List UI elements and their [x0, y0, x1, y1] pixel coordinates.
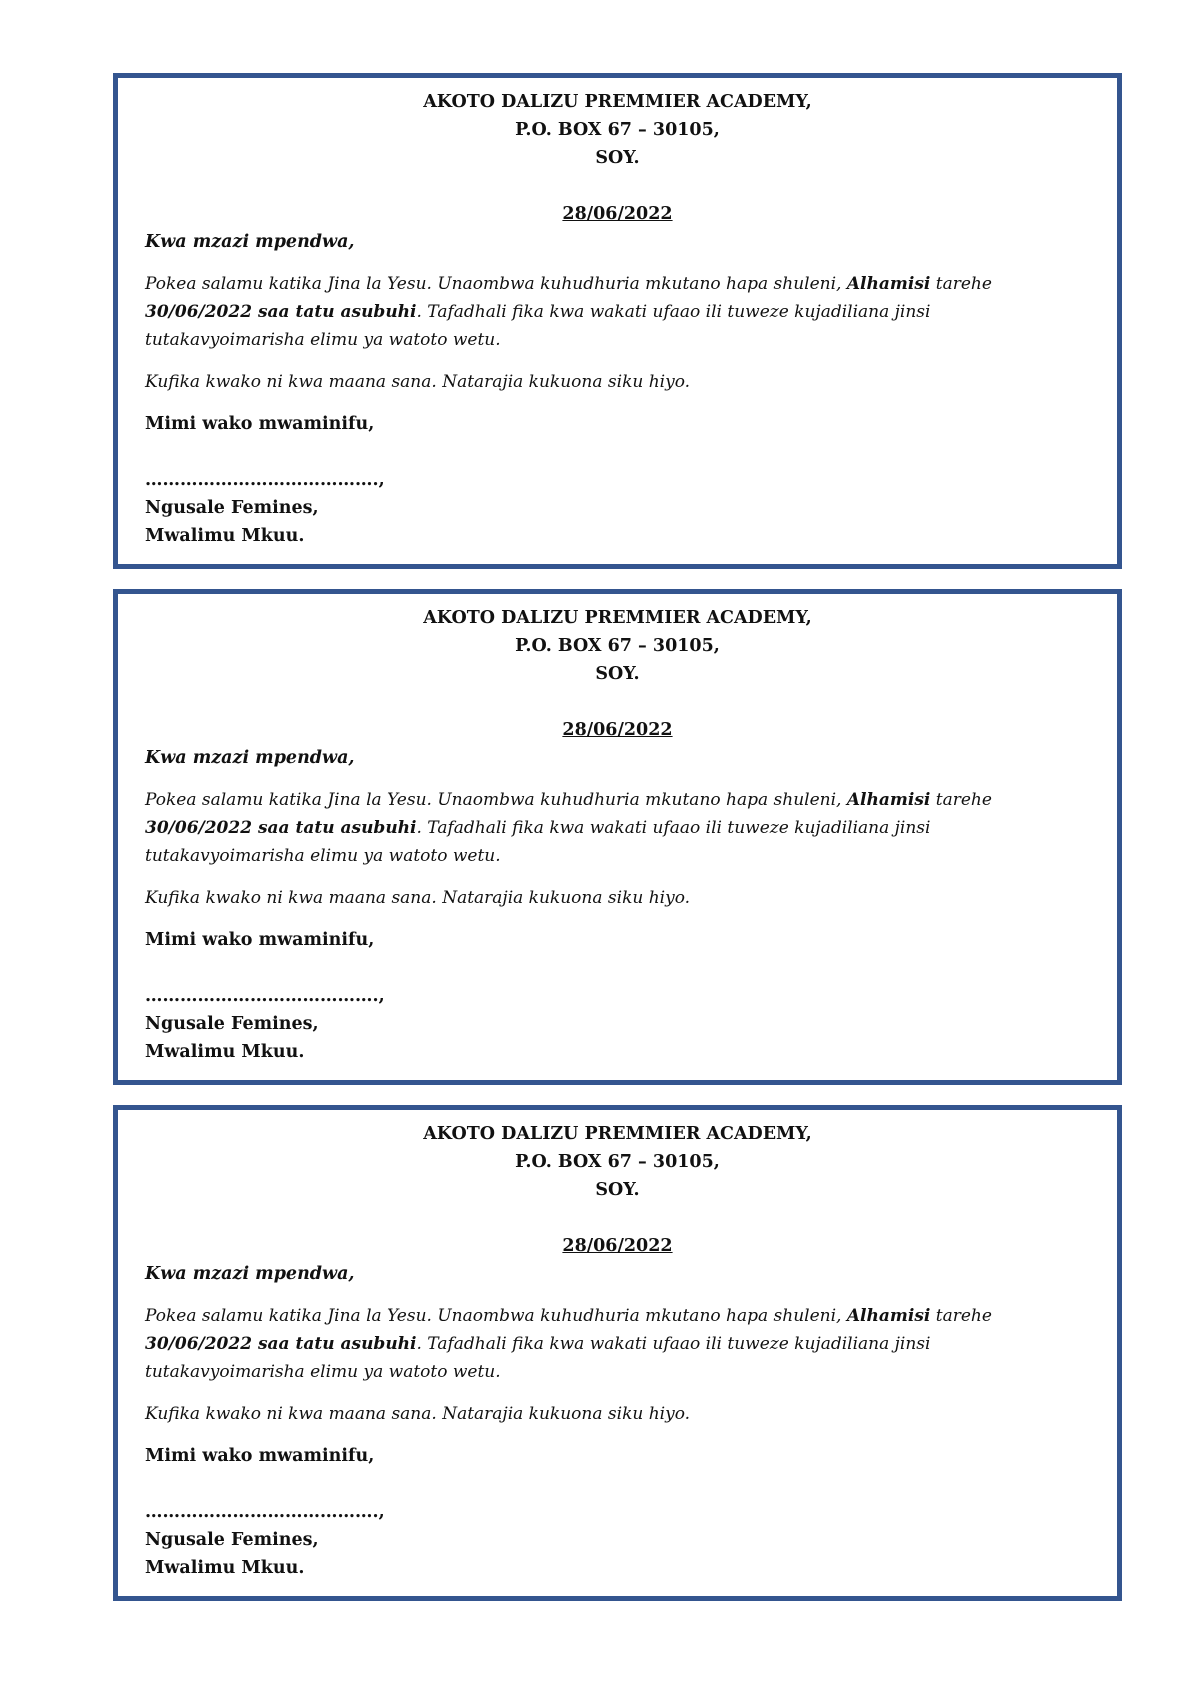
town: SOY. — [595, 148, 640, 168]
signatory-name: Ngusale Femines, — [145, 1014, 319, 1034]
closing-line: Mimi wako mwaminifu, — [145, 414, 375, 434]
paragraph-closing-note: Kufika kwako ni kwa maana sana. Natarajia kukuona siku hiyo. — [145, 372, 691, 392]
paragraph-invitation: Pokea salamu katika Jina la Yesu. Unaombwa kuhudhuria mkutano hapa shuleni, Alhamisi tarehe 30/06/2022 saa tatu asubuhi. Tafadhali fika kwa wakati ufaao ili tuweze kujadiliana jinsi tutakavyoimarisha elimu ya watoto wetu. — [145, 1306, 992, 1382]
letter-slip-1 — [113, 73, 1122, 569]
school-name: AKOTO DALIZU PREMMIER ACADEMY, — [423, 1124, 812, 1144]
letter-date: 28/06/2022 — [562, 204, 673, 224]
salutation: Kwa mzazi mpendwa, — [145, 232, 355, 252]
signature-line: …………………………………., — [145, 986, 385, 1006]
town: SOY. — [595, 664, 640, 684]
school-name: AKOTO DALIZU PREMMIER ACADEMY, — [423, 92, 812, 112]
closing-line: Mimi wako mwaminifu, — [145, 930, 375, 950]
signature-line: …………………………………., — [145, 1502, 385, 1522]
paragraph-closing-note: Kufika kwako ni kwa maana sana. Natarajia kukuona siku hiyo. — [145, 1404, 691, 1424]
paragraph-invitation: Pokea salamu katika Jina la Yesu. Unaombwa kuhudhuria mkutano hapa shuleni, Alhamisi tarehe 30/06/2022 saa tatu asubuhi. Tafadhali fika kwa wakati ufaao ili tuweze kujadiliana jinsi tutakavyoimarisha elimu ya watoto wetu. — [145, 790, 992, 866]
po-box: P.O. BOX 67 – 30105, — [515, 120, 720, 140]
closing-line: Mimi wako mwaminifu, — [145, 1446, 375, 1466]
po-box: P.O. BOX 67 – 30105, — [515, 1152, 720, 1172]
letter-date: 28/06/2022 — [562, 1236, 673, 1256]
letter-slip-2 — [113, 589, 1122, 1085]
signatory-name: Ngusale Femines, — [145, 498, 319, 518]
signatory-title: Mwalimu Mkuu. — [145, 526, 305, 546]
signature-line: …………………………………., — [145, 470, 385, 490]
school-name: AKOTO DALIZU PREMMIER ACADEMY, — [423, 608, 812, 628]
town: SOY. — [595, 1180, 640, 1200]
signatory-title: Mwalimu Mkuu. — [145, 1558, 305, 1578]
salutation: Kwa mzazi mpendwa, — [145, 748, 355, 768]
paragraph-invitation: Pokea salamu katika Jina la Yesu. Unaombwa kuhudhuria mkutano hapa shuleni, Alhamisi tarehe 30/06/2022 saa tatu asubuhi. Tafadhali fika kwa wakati ufaao ili tuweze kujadiliana jinsi tutakavyoimarisha elimu ya watoto wetu. — [145, 274, 992, 350]
letter-slip-3 — [113, 1105, 1122, 1601]
signatory-name: Ngusale Femines, — [145, 1530, 319, 1550]
salutation: Kwa mzazi mpendwa, — [145, 1264, 355, 1284]
signatory-title: Mwalimu Mkuu. — [145, 1042, 305, 1062]
paragraph-closing-note: Kufika kwako ni kwa maana sana. Natarajia kukuona siku hiyo. — [145, 888, 691, 908]
po-box: P.O. BOX 67 – 30105, — [515, 636, 720, 656]
letter-date: 28/06/2022 — [562, 720, 673, 740]
